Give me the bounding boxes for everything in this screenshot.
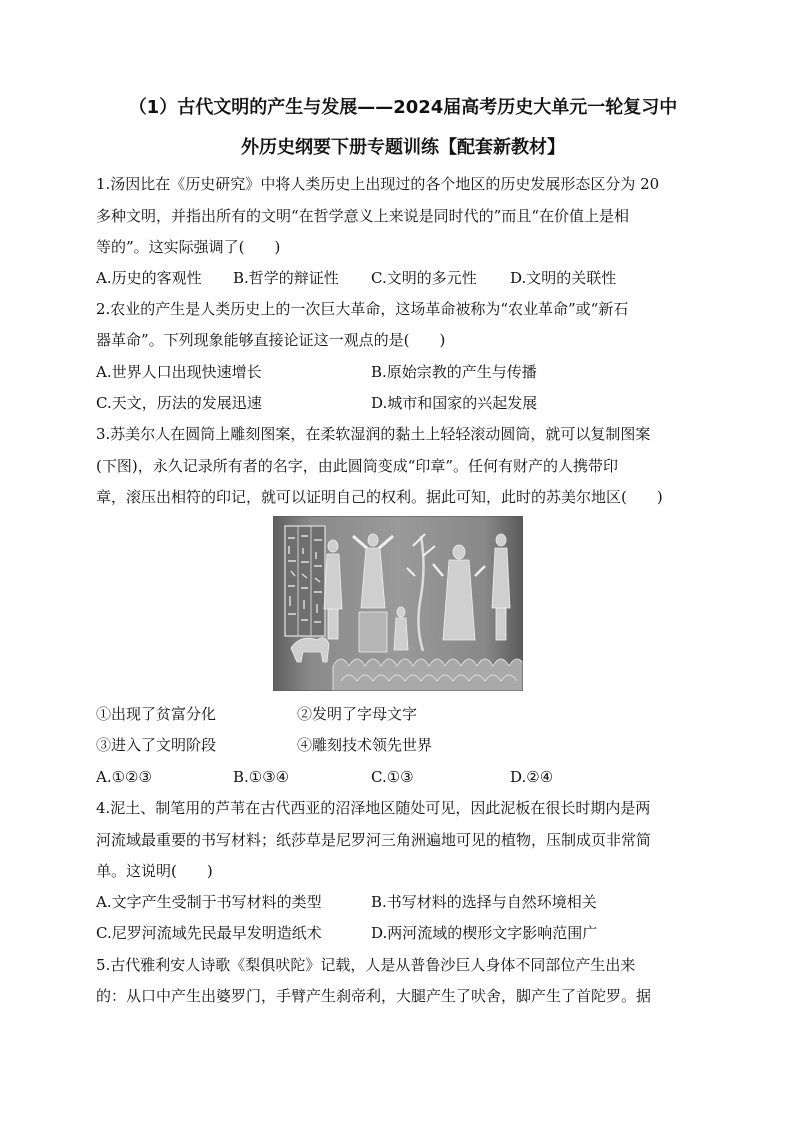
q3-option-b: B.①③④ [233,768,290,786]
q1-option-d: D.文明的关联性 [510,269,617,287]
q4-stem-line-2: 河流域最重要的书写材料；纸莎草是尼罗河三角洲遍地可见的植物，压制成页非常简 [96,831,652,849]
q1-option-a: A.历史的客观性 [96,269,202,287]
q4-option-d: D.两河流域的楔形文字影响范围广 [371,924,598,942]
q3-option-a: A.①②③ [96,768,152,786]
page-title-line-1: （1）古代文明的产生与发展——2024届高考历史大单元一轮复习中 [128,97,678,118]
q1-stem-line-1: 1.汤因比在《历史研究》中将人类历史上出现过的各个地区的历史发展形态区分为 20 [96,175,660,193]
q3-stem-line-2: (下图)，永久记录所有者的名字，由此圆筒变成“印章”。任何有财产的人携带印 [96,457,619,475]
q5-stem-line-2: 的：从口中产生出婆罗门，手臂产生刹帝利，大腿产生了吠舍，脚产生了首陀罗。据 [96,987,652,1005]
q2-option-c: C.天文，历法的发展迅速 [96,394,262,412]
q3-option-c: C.①③ [371,768,414,786]
q2-stem-line-1: 2.农业的产生是人类历史上的一次巨大革命，这场革命被称为“农业革命”或“新石 [96,300,629,318]
q4-stem-line-1: 4.泥土、制笔用的芦苇在古代西亚的沼泽地区随处可见，因此泥板在很长时期内是两 [96,799,651,817]
q3-stem-line-1: 3.苏美尔人在圆筒上雕刻图案，在柔软湿润的黏土上轻轻滚动圆筒，就可以复制图案 [96,425,651,443]
q3-statement-2: ②发明了字母文字 [297,705,418,723]
q4-stem-line-3: 单。这说明( ) [96,862,213,880]
page-title-line-2: 外历史纲要下册专题训练【配套新教材】 [241,137,565,158]
q3-statement-4: ④雕刻技术领先世界 [297,736,433,754]
q5-stem-line-1: 5.古代雅利安人诗歌《梨俱吠陀》记载，人是从普鲁沙巨人身体不同部位产生出来 [96,956,636,974]
q2-option-d: D.城市和国家的兴起发展 [371,394,538,412]
q2-option-a: A.世界人口出现快速增长 [96,363,262,381]
q2-option-b: B.原始宗教的产生与传播 [371,363,537,381]
q1-stem-line-3: 等的”。这实际强调了( ) [96,238,281,256]
cylinder-seal-image [273,516,523,691]
q3-statement-1: ①出现了贫富分化 [96,705,217,723]
q4-option-b: B.书写材料的选择与自然环境相关 [371,893,597,911]
q1-option-c: C.文明的多元性 [371,269,477,287]
q1-stem-line-2: 多种文明，并指出所有的文明“在哲学意义上来说是同时代的”而且“在价值上是相 [96,207,630,225]
q4-option-c: C.尼罗河流域先民最早发明造纸术 [96,924,322,942]
q1-option-b: B.哲学的辩证性 [233,269,339,287]
q3-option-d: D.②④ [510,768,554,786]
cylinder-seal-drawing [273,516,523,691]
q2-stem-line-2: 器革命”。下列现象能够直接论证这一观点的是( ) [96,331,446,349]
q3-stem-line-3: 章，滚压出相符的印记，就可以证明自己的权利。据此可知，此时的苏美尔地区( ) [96,488,663,506]
q3-statement-3: ③进入了文明阶段 [96,736,217,754]
q4-option-a: A.文字产生受制于书写材料的类型 [96,893,322,911]
